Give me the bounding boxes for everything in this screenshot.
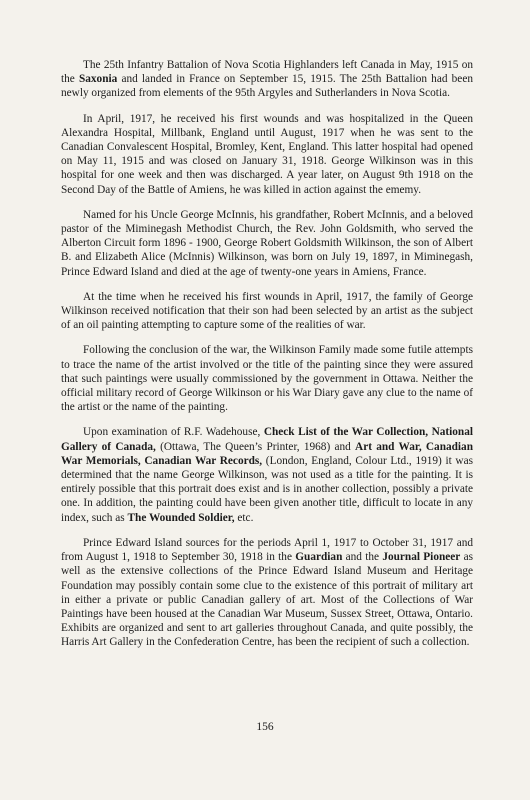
paragraph-text: etc. [234, 511, 254, 524]
paragraph-named-for-uncle [61, 208, 473, 279]
body-text [61, 58, 473, 661]
paragraph-text: At the time when he received his first wounds in April, 1917, the family of George Wilkinson received notification that their son had been selected by an artist as the subject of an oil painting attempting to capture some of the realities of war. [61, 290, 473, 332]
paragraph-text: Prince Edward Island sources for the periods April 1, 1917 to October 31, 1917 and from August 1, 1918 to September 30, 1918 in the [61, 536, 473, 564]
paragraph-text: (London, England, Colour Ltd., 1919) it was determined that the name George Wilkinson, was not used as a title for the painting. It is entirely possible that this portrait does exist and is in another collection, possibly a private one. In addition, the painting could have been given another title, difficult to locate in any index, such as [61, 454, 473, 524]
paragraph-text: and the [342, 551, 383, 564]
page-number: 156 [256, 721, 274, 733]
paragraph-text: Named for his Uncle George McInnis, his grandfather, Robert McInnis, and a beloved pastor of the Miminegash Methodist Church, the Rev. John Goldsmith, who served the Alberton Circuit form 1896 - 1900, George Robert Goldsmith Wilkinson, the son of Albert B. and Elizabeth Alice (McInnis) Wilkinson, was born on July 19, 1897, in Miminegash, Prince Edward Island and died at the age of twenty-one years in Amiens, France. [61, 208, 473, 278]
bold-title-text: Check List of the War Collection, National Gallery of Canada, [61, 426, 473, 453]
bold-title-text: Art and War, Canadian War Memorials, Canadian War Records, [61, 440, 473, 467]
paragraph-oil-painting [61, 290, 473, 333]
paragraph-text: In April, 1917, he received his first wounds and was hospitalized in the Queen Alexandra Hospital, Millbank, England until August, 1917 when he was sent to the Canadian Convalescent Hospital, Bromley, Kent, England. This latter hospital had opened on May 11, 1915 and was closed on January 31, 1918. George Wilkinson was in this hospital for one week and then was discharged. A year later, on August 9th 1918 on the Second Day of the Battle of Amiens, he was killed in action against the ememy. [61, 112, 473, 196]
paragraph-text: The 25th Infantry Battalion of Nova Scotia Highlanders left Canada in May, 1915 on the [61, 59, 473, 86]
bold-title-text: Guardian [295, 551, 343, 564]
paragraph-pei-sources [61, 536, 473, 650]
paragraph-family-attempts [61, 343, 473, 414]
bold-title-text: Saxonia [78, 73, 118, 86]
bold-title-text: The Wounded Soldier, [127, 511, 235, 524]
bold-title-text: Journal Pioneer [382, 551, 461, 564]
paragraph-25th-battalion [61, 58, 473, 101]
paragraph-text: as well as the extensive collections of the Prince Edward Island Museum and Heritage Foundation may possibly contain some clue to the existence of this portrait of military art in either a private or public Canadian gallery of art. Most of the Collections of War Paintings have been housed at the Canadian War Museum, Sussex Street, Ottawa, Ontario. Exhibits are organized and sent to art galleries throughout Canada, and quite possibly, the Harris Art Gallery in the Confederation Centre, has been the recipient of such a collection. [61, 551, 473, 649]
paragraph-first-wounds [61, 112, 473, 197]
paragraph-text: Upon examination of R.F. Wadehouse, [83, 426, 264, 439]
paragraph-war-collection [61, 425, 473, 524]
paragraph-text: Following the conclusion of the war, the Wilkinson Family made some futile attempts to trace the name of the artist involved or the title of the painting since they were assured that such paintings were usually commissioned by the government in Ottawa. Neither the official military record of George Wilkinson or his War Diary gave any clue to the name of the artist or the name of the painting. [61, 344, 473, 414]
paragraph-text: (Ottawa, The Queen’s Printer, 1968) and [155, 440, 356, 453]
paragraph-text: and landed in France on September 15, 1915. The 25th Battalion had been newly organized from elements of the 95th Argyles and Sutherlanders in Nova Scotia. [61, 73, 473, 100]
